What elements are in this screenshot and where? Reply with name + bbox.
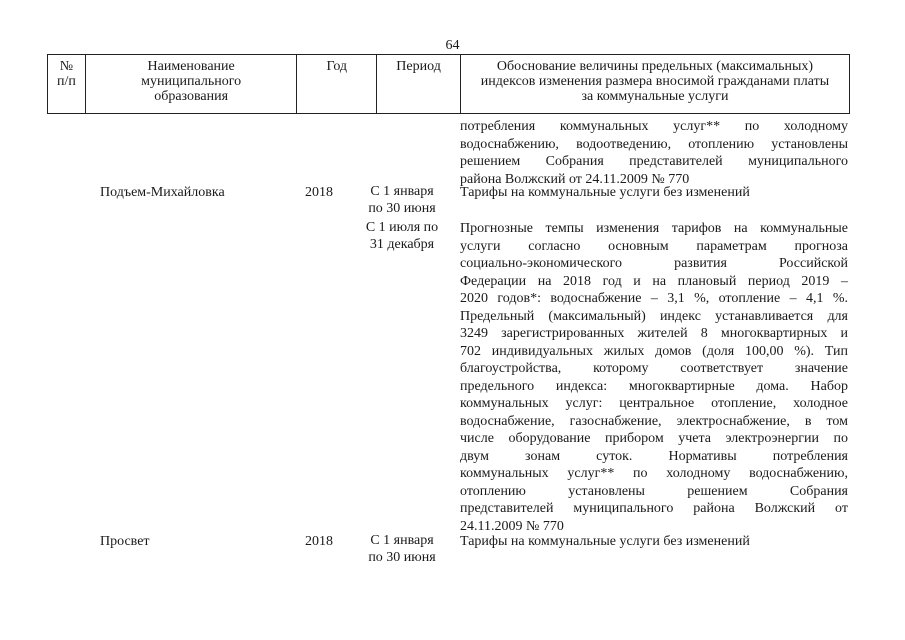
header-name: Наименование муниципального образования bbox=[86, 55, 297, 113]
text-line: решением Собрания представителей муниципального bbox=[460, 154, 848, 169]
text-line: 24.11.2009 № 770 bbox=[460, 518, 564, 534]
text-line: социально-экономического развития Российской bbox=[460, 256, 848, 271]
text-line: двум зонам суток. Нормативы потребления bbox=[460, 448, 848, 464]
row-text-2 bbox=[460, 220, 848, 535]
text-line: предельного индекса: многоквартирные дома. Набор bbox=[460, 378, 848, 394]
row-text-1: Тарифы на коммунальные услуги без изменений bbox=[460, 185, 750, 200]
page-number: 64 bbox=[445, 38, 460, 53]
table-header bbox=[47, 54, 850, 114]
text-line: водоснабжение, газоснабжение, электроснабжение, в том bbox=[460, 413, 848, 429]
text-line: водоснабжению, водоотведению, отоплению установлены bbox=[460, 136, 848, 152]
text-line: числе оборудование прибором учета электроэнергии по bbox=[460, 431, 848, 446]
row-year: 2018 bbox=[305, 534, 333, 549]
text-line: Федерации на 2018 год и на плановый период 2019 – bbox=[460, 273, 848, 289]
text-line: 2020 годов*: водоснабжение – 3,1 %, отопление – 4,1 %. bbox=[460, 291, 848, 306]
row-period-2: С 1 июля по 31 декабря bbox=[365, 220, 439, 252]
text-line: района Волжский от 24.11.2009 № 770 bbox=[460, 171, 690, 187]
header-year: Год bbox=[297, 55, 377, 113]
text-line: коммунальных услуг: центральное отопление, холодное bbox=[460, 396, 848, 411]
text-line: 3249 зарегистрированных жителей 8 многоквартирных и bbox=[460, 326, 848, 341]
text-line: Предельный (максимальный) индекс устанавливается для bbox=[460, 308, 848, 324]
row-text-1: Тарифы на коммунальные услуги без изменений bbox=[460, 534, 750, 549]
text-line: отоплению установлены решением Собрания bbox=[460, 483, 848, 499]
row-period-1: С 1 января по 30 июня bbox=[368, 533, 436, 565]
text-line: потребления коммунальных услуг** по холодному bbox=[460, 119, 848, 134]
row-name: Подъем-Михайловка bbox=[100, 185, 225, 200]
header-num: № п/п bbox=[48, 55, 86, 113]
row-year: 2018 bbox=[305, 185, 333, 200]
header-period: Период bbox=[377, 55, 461, 113]
header-justification: Обоснование величины предельных (максимальных) индексов изменения размера вносимой гражданами платы за коммунальные услуги bbox=[480, 59, 830, 104]
text-line: коммунальных услуг** по холодному водоснабжению, bbox=[460, 466, 848, 481]
continuation-text bbox=[460, 118, 848, 188]
text-line: представителей муниципального района Волжский от bbox=[460, 501, 848, 516]
row-name: Просвет bbox=[100, 534, 150, 549]
text-line: благоустройства, которому соответствует значение bbox=[460, 361, 848, 376]
text-line: Прогнозные темпы изменения тарифов на коммунальные bbox=[460, 221, 848, 236]
text-line: 702 индивидуальных жилых домов (доля 100,00 %). Тип bbox=[460, 343, 848, 359]
row-period-1: С 1 января по 30 июня bbox=[368, 184, 436, 216]
text-line: услуги согласно основным параметрам прогноза bbox=[460, 238, 848, 254]
